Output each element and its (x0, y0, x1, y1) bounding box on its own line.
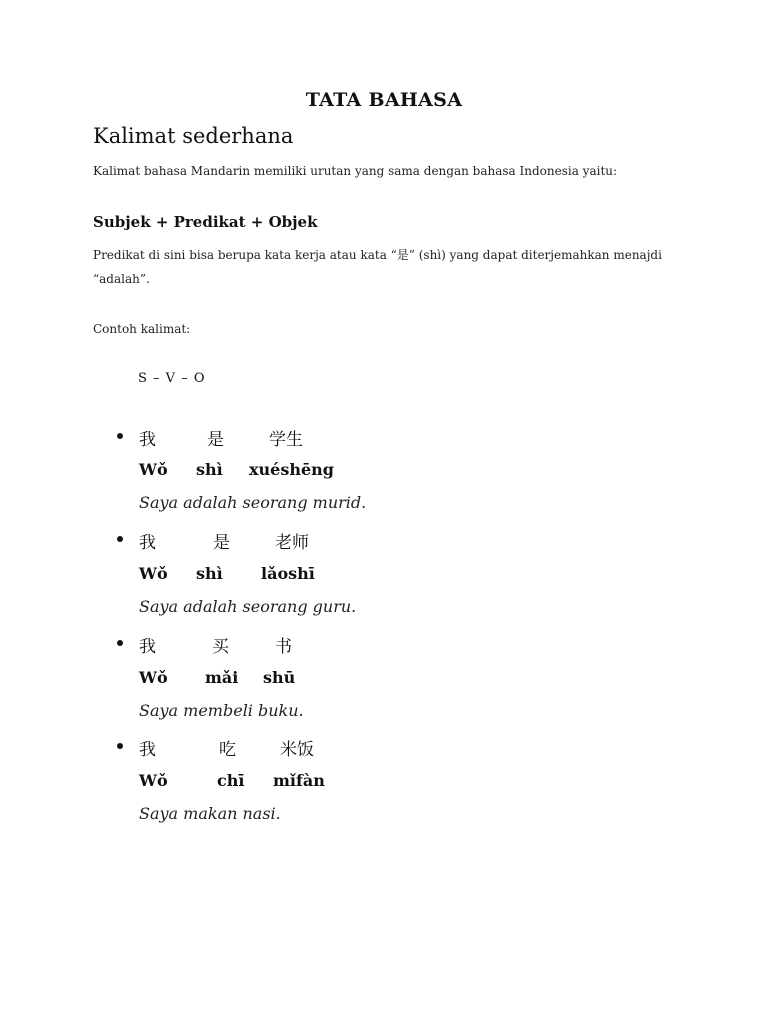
bullet-icon (117, 640, 123, 646)
example-translation: Saya adalah seorang murid. (139, 493, 367, 512)
example-hanzi-subject: 我 (139, 533, 156, 553)
predicate-note-line-2: “adalah”. (93, 272, 150, 286)
example-translation: Saya adalah seorang guru. (139, 597, 357, 616)
example-hanzi-object: 学生 (269, 430, 303, 450)
example-hanzi-verb: 是 (207, 430, 224, 450)
example-hanzi-subject: 我 (139, 740, 156, 760)
example-translation: Saya makan nasi. (139, 804, 281, 823)
example-pinyin-subject: Wǒ (139, 668, 168, 687)
example-pinyin-subject: Wǒ (139, 771, 168, 790)
predicate-note-line-1: Predikat di sini bisa berupa kata kerja atau kata “是” (shì) yang dapat diterjemahkan menajdi (93, 248, 662, 262)
example-pinyin-object: lǎoshī (261, 564, 315, 583)
example-hanzi-verb: 买 (212, 637, 229, 657)
example-hanzi-subject: 我 (139, 430, 156, 450)
example-hanzi-verb: 是 (213, 533, 230, 553)
example-pinyin-verb: mǎi (205, 668, 239, 687)
example-translation: Saya membeli buku. (139, 701, 304, 720)
section-heading: Kalimat sederhana (93, 124, 294, 148)
example-pinyin-verb: shì (196, 564, 223, 583)
example-hanzi-object: 老师 (275, 533, 309, 553)
sentence-formula: Subjek + Predikat + Objek (93, 213, 318, 231)
example-label: Contoh kalimat: (93, 322, 191, 336)
example-hanzi-object: 米饭 (280, 740, 314, 760)
example-pinyin-object: mǐfàn (273, 771, 325, 790)
bullet-icon (117, 743, 123, 749)
example-pinyin-subject: Wǒ (139, 564, 168, 583)
example-hanzi-verb: 吃 (219, 740, 236, 760)
example-hanzi-subject: 我 (139, 637, 156, 657)
example-pinyin-object: shū (263, 668, 296, 687)
page-title: TATA BAHASA (305, 89, 463, 111)
example-pinyin-subject: Wǒ (139, 460, 168, 479)
example-pinyin-verb: chī (217, 771, 245, 790)
example-pinyin-verb: shì (196, 460, 223, 479)
example-pinyin-object: xuéshēng (249, 460, 334, 479)
example-hanzi-object: 书 (275, 637, 292, 657)
intro-text: Kalimat bahasa Mandarin memiliki urutan yang sama dengan bahasa Indonesia yaitu: (93, 164, 618, 178)
svo-pattern: S – V – O (138, 371, 206, 386)
bullet-icon (117, 433, 123, 439)
bullet-icon (117, 536, 123, 542)
